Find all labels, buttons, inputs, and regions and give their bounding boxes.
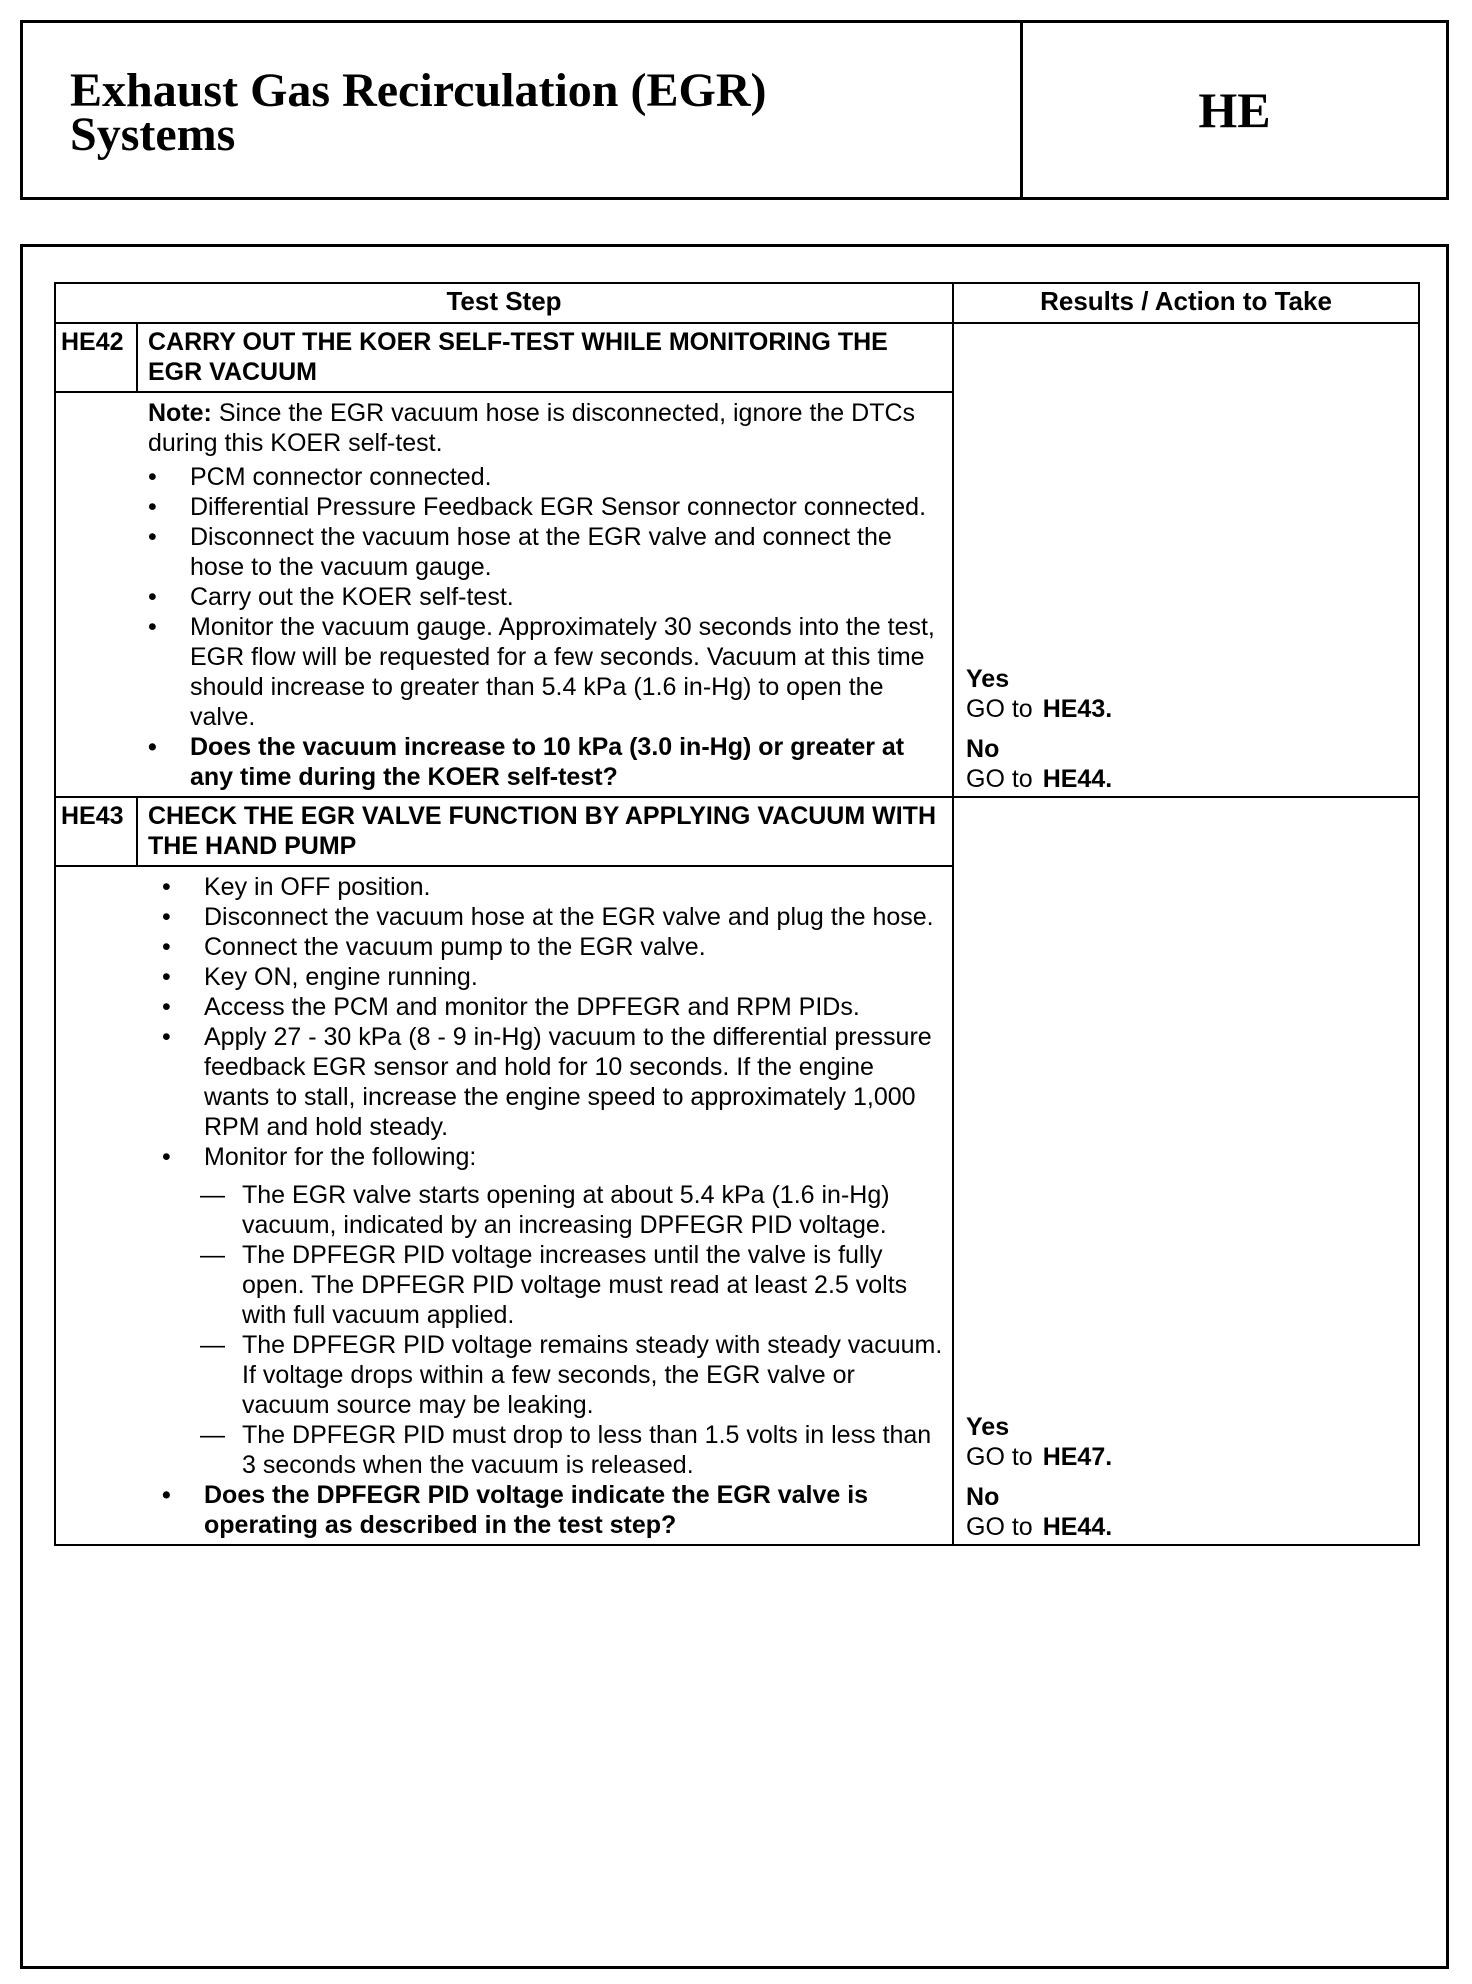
table-header-row [55,283,1419,323]
page-title [70,64,970,161]
test-step-table [54,282,1420,1546]
goto-text: GO to [966,1443,1033,1471]
sub-list-item: — The EGR valve starts opening at about 5.4 kPa (1.6 in-Hg) vacuum, indicated by an increasing DPFEGR PID voltage. [200,1180,944,1240]
step-he43-question-list [162,1480,944,1540]
list-item: • Key in OFF position. [162,872,944,902]
goto-target-he43[interactable]: HE43. [1042,695,1113,723]
step-question: • Does the DPFEGR PID voltage indicate the EGR valve is operating as described in the test step? [162,1480,944,1540]
goto-text: GO to [966,1513,1033,1541]
result-no-action [966,1512,1406,1542]
result-yes-label: Yes [966,1413,1010,1441]
result-yes-action [966,694,1406,724]
step-id-he43: HE43 [55,797,137,866]
goto-text: GO to [966,765,1033,793]
list-item: • Monitor the vacuum gauge. Approximately 30 seconds into the test, EGR flow will be requested for a few seconds. Vacuum at this time should increase to greater than 5.4 kPa (1.6 in-Hg) to open the valve. [148,612,944,732]
result-yes-action [966,1442,1406,1472]
list-item: • Access the PCM and monitor the DPFEGR and RPM PIDs. [162,992,944,1022]
results-he42 [953,323,1419,797]
step-title-he43: CHECK THE EGR VALVE FUNCTION BY APPLYING VACUUM WITH THE HAND PUMP [137,797,953,866]
page-header [20,20,1449,200]
sub-list-item: — The DPFEGR PID voltage remains steady with steady vacuum. If voltage drops within a few seconds, the EGR valve or vacuum source may be leaking. [200,1330,944,1420]
sub-list-item: — The DPFEGR PID must drop to less than 1.5 volts in less than 3 seconds when the vacuum is released. [200,1420,944,1480]
list-item: • Disconnect the vacuum hose at the EGR valve and plug the hose. [162,902,944,932]
goto-target-he47[interactable]: HE47. [1042,1443,1113,1471]
step-he43-title-row [55,797,1419,866]
list-item: • Carry out the KOER self-test. [148,582,944,612]
result-no-label: No [966,1483,1000,1511]
results-he43 [953,797,1419,1545]
result-no-action [966,764,1406,794]
step-he43-list [162,872,944,1172]
note [148,398,944,458]
step-he42-list [148,462,944,792]
step-title-he42: CARRY OUT THE KOER SELF-TEST WHILE MONITORING THE EGR VACUUM [137,323,953,392]
step-he43-sublist [200,1180,944,1480]
title-line-1: Exhaust Gas Recirculation (EGR) [70,64,767,117]
step-he42-title-row [55,323,1419,392]
list-item: • Connect the vacuum pump to the EGR valve. [162,932,944,962]
list-item: • Apply 27 - 30 kPa (8 - 9 in-Hg) vacuum to the differential pressure feedback EGR sensor and hold for 10 seconds. If the engine wants to stall, increase the engine speed to approximately 1,000 RPM and hold steady. [162,1022,944,1142]
column-header-results: Results / Action to Take [953,283,1419,323]
note-label: Note: [148,399,212,427]
list-item: • Disconnect the vacuum hose at the EGR valve and connect the hose to the vacuum gauge. [148,522,944,582]
step-body-he42 [55,392,953,797]
list-item: • Monitor for the following: [162,1142,944,1172]
goto-text: GO to [966,695,1033,723]
sub-list-item: — The DPFEGR PID voltage increases until the valve is fully open. The DPFEGR PID voltage must read at least 2.5 volts with full vacuum applied. [200,1240,944,1330]
goto-target-he44[interactable]: HE44. [1042,765,1113,793]
result-no-label: No [966,735,1000,763]
note-text: Since the EGR vacuum hose is disconnected, ignore the DTCs during this KOER self-test. [148,399,916,457]
step-body-he43 [55,866,953,1545]
step-id-he42: HE42 [55,323,137,392]
list-item: • PCM connector connected. [148,462,944,492]
result-yes-label: Yes [966,665,1010,693]
list-item: • Key ON, engine running. [162,962,944,992]
title-line-2: Systems [70,108,236,161]
goto-target-he44[interactable]: HE44. [1042,1513,1113,1541]
list-item: • Differential Pressure Feedback EGR Sensor connector connected. [148,492,944,522]
column-header-test-step: Test Step [55,283,953,323]
section-code: HE [1198,82,1271,138]
step-question: • Does the vacuum increase to 10 kPa (3.0 in-Hg) or greater at any time during the KOER self-test? [148,732,944,792]
